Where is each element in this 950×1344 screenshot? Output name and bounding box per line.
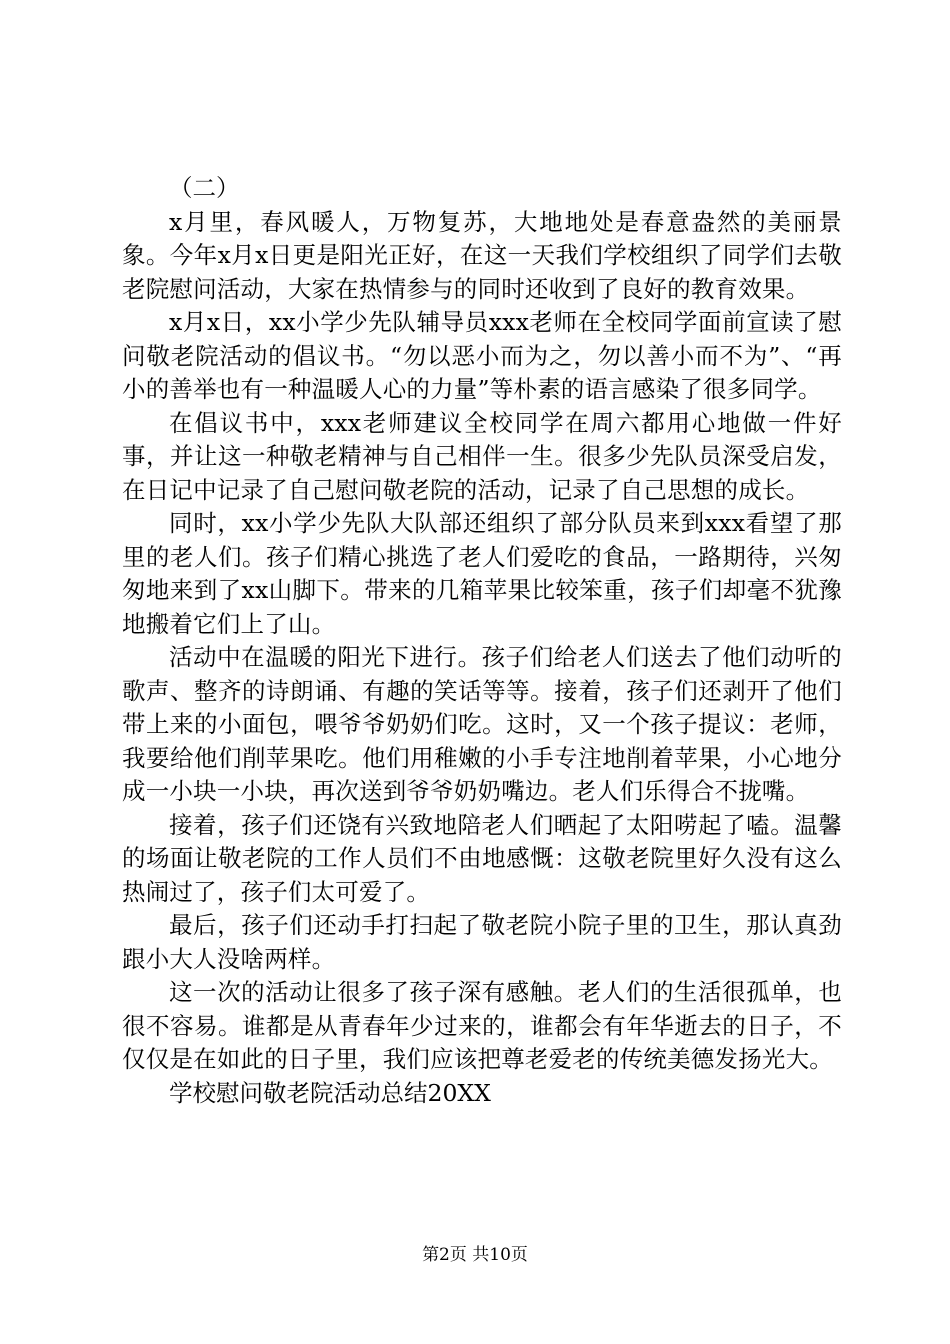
page-number-label: 第2页 共10页 <box>422 1245 528 1265</box>
document-body <box>122 172 842 1110</box>
paragraph-4: 同时，xx小学少先队大队部还组织了部分队员来到xxx看望了那里的老人们。孩子们精心挑选了老人们爱吃的食品，一路期待，兴匆匆地来到了xx山脚下。带来的几箱苹果比较笨重，孩子们却毫不犹豫地搬着它们上了山。 <box>122 509 842 638</box>
paragraph-2: x月x日，xx小学少先队辅导员xxx老师在全校同学面前宣读了慰问敬老院活动的倡议书。“勿以恶小而为之，勿以善小而不为”、“再小的善举也有一种温暖人心的力量”等朴素的语言感染了很多同学。 <box>122 308 842 403</box>
closing-title: 学校慰问敬老院活动总结20XX <box>169 1078 491 1107</box>
paragraph-3: 在倡议书中，xxx老师建议全校同学在周六都用心地做一件好事，并让这一种敬老精神与自己相伴一生。很多少先队员深受启发，在日记中记录了自己慰问敬老院的活动，记录了自己思想的成长。 <box>122 408 842 504</box>
paragraph-1: x月里，春风暖人，万物复苏，大地地处是春意盎然的美丽景象。今年x月x日更是阳光正好，在这一天我们学校组织了同学们去敬老院慰问活动，大家在热情参与的同时还收到了良好的教育效果。 <box>122 207 842 303</box>
paragraph-5: 活动中在温暖的阳光下进行。孩子们给老人们送去了他们动听的歌声、整齐的诗朗诵、有趣的笑话等等。接着，孩子们还剥开了他们带上来的小面包，喂爷爷奶奶们吃。这时，又一个孩子提议：老师，我要给他们削苹果吃。他们用稚嫩的小手专注地削着苹果，小心地分成一小块一小块，再次送到爷爷奶奶嘴边。老人们乐得合不拢嘴。 <box>122 643 842 805</box>
paragraph-7: 最后，孩子们还动手打扫起了敬老院小院子里的卫生，那认真劲跟小大人没啥两样。 <box>122 911 842 973</box>
section-subheading: （二） <box>169 174 240 202</box>
paragraph-8: 这一次的活动让很多了孩子深有感触。老人们的生活很孤单，也很不容易。谁都是从青春年少过来的，谁都会有年华逝去的日子，不仅仅是在如此的日子里，我们应该把尊老爱老的传统美德发扬光大。 <box>122 978 842 1073</box>
page-footer <box>0 1244 950 1266</box>
paragraph-6: 接着，孩子们还饶有兴致地陪老人们晒起了太阳唠起了嗑。温馨的场面让敬老院的工作人员们不由地感慨：这敬老院里好久没有这么热闹过了，孩子们太可爱了。 <box>122 810 842 906</box>
